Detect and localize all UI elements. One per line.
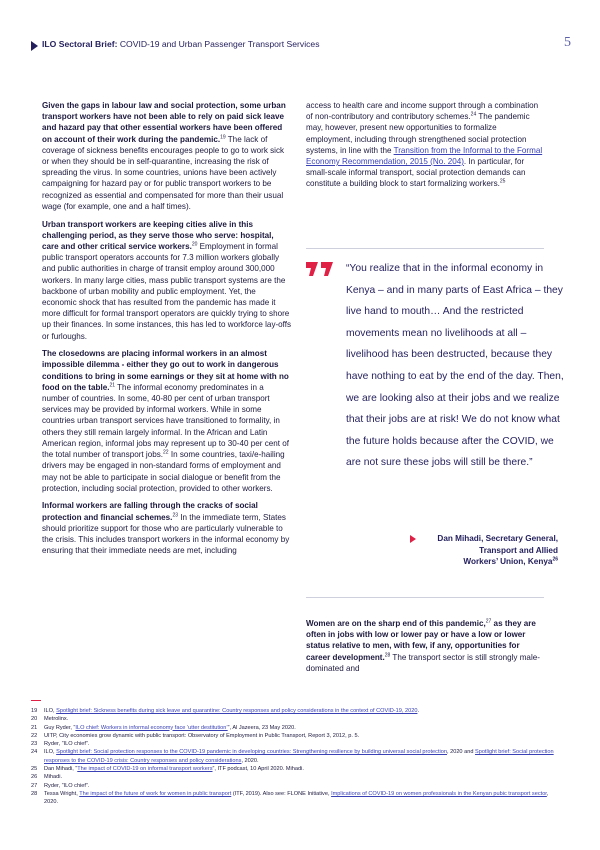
footnote-link[interactable]: Spotlight brief: Sickness benefits during sick leave and quarantine: Country responses and policy considerations in the context of COVID-19, 2020 [56, 708, 418, 714]
footnote-item [31, 765, 561, 773]
footnote-item [31, 748, 561, 765]
left-column [42, 100, 292, 563]
attribution-line-last [405, 556, 558, 568]
footnote-ref: 28 [384, 651, 391, 658]
footnote-text: Tessa Wright, [44, 790, 80, 797]
footnote-separator [31, 700, 41, 701]
paragraph-women [306, 618, 544, 674]
footnote-item [31, 732, 561, 740]
paragraph-body: Employment in formal public transport operators accounts for 7.3 million workers globally and public authorities in charge of transit employ around 300,000 workers. In many large cities, mass public transport systems are the backbone of urban mobility and public employment. Yet, the economic shock that has resulted from the pandemic has made it more difficult for formal transport operators are quickly trying to shore up their finances. In some instances, this has led to workforce lay-offs or furloughs. [42, 241, 292, 341]
paragraph-body: . In particular, for small-scale informal transport, social protection demands can constitute a building block to start formalizing workers. [306, 157, 526, 189]
footnote-link[interactable]: Spotlight brief: Social protection responses to the COVID-19 pandemic in developing countries: Strengthening resilience by building universal social protection [56, 749, 447, 756]
triangle-marker-icon [31, 41, 38, 51]
right-column-lower [306, 618, 544, 681]
pull-quote: “You realize that in the informal economy in Kenya – and in many parts of East Africa – they live hand to mouth… And the restricted movements mean no livelihoods at all – livelihood has been destructed, because they have nothing to eat by the end of the day. Then, we are looking also at their jobs and we realize that their jobs are at risk! We do not know what the future holds because after the COVID, we are not sure these jobs will still be there.” [346, 263, 564, 469]
header-title [42, 39, 320, 49]
footnote-number: 28 [31, 790, 38, 797]
quote-attribution [405, 533, 558, 568]
footnote-number: 26 [31, 774, 38, 781]
footnote-number: 23 [31, 741, 38, 748]
footnote-item [31, 707, 561, 715]
paragraph-lead: The closedowns are placing informal workers in an almost impossible dilemma - either they go out to work in dangerous conditions to bring in some earnings or they sit at home with no food on the table. [42, 349, 289, 392]
footnote-text: Dan Mihadi, “ [44, 766, 78, 773]
footnote-number: 27 [31, 782, 38, 789]
paragraph-lead: Informal workers are falling through the cracks of social protection and financial schemes. [42, 501, 258, 522]
paragraph-informal-cracks [42, 500, 292, 556]
footnote-item [31, 782, 561, 790]
footnote-text: Ryder, “ILO chief”. [44, 782, 90, 789]
page-number: 5 [564, 35, 571, 50]
paragraph-body: The lack of coverage of sickness benefits encourages people to go to work sick or when they should be in self-quarantine, increasing the risk of spreading the virus. In some countries, unions have been actively campaigning for hazard pay or for public transport workers to be recognized as essential and compensated for more than their usual wage (for example, one and a half times). [42, 134, 285, 211]
footnote-text: , 2020. [44, 790, 549, 806]
footnote-number: 22 [31, 732, 38, 739]
footnote-text: (ITF, 2019). Also see: FLONE Initiative, [231, 790, 332, 797]
footnote-item [31, 773, 561, 781]
paragraph-lead: as they are often in jobs with low or lower pay or have a low or lower status relative to men, with few, if any, opportunities for career development. [306, 619, 536, 662]
footnote-number: 24 [31, 749, 38, 756]
right-column [306, 100, 544, 196]
footnote-link[interactable]: The impact of the future of work for women in public transport [79, 790, 232, 797]
footnote-text: ”, ITF podcast, 10 April 2020. Mihadi. [212, 766, 304, 773]
footnote-ref: 20 [191, 241, 198, 248]
footnote-text: UITP, City economies grow dynamic with public transport: Observatory of Employment in Public Transport, Report 3, 2012, p. 5. [44, 732, 360, 739]
footnote-ref: 19 [220, 133, 226, 140]
footnote-item [31, 790, 561, 807]
footnote-number: 25 [31, 766, 38, 773]
paragraph-lead: Given the gaps in labour law and social protection, some urban transport workers have not been able to rely on paid sick leave and hazard pay that other essential workers have been offered on account of their work during the pandemic. [42, 101, 286, 144]
footnote-link[interactable]: Spotlight brief: Social protection responses to the COVID-19 crisis: Country responses and policy considerations [44, 749, 554, 764]
footnote-ref: 25 [499, 178, 506, 185]
footnote-text: Ryder, “ILO chief”. [44, 741, 90, 748]
paragraph-body: The pandemic may, however, present new opportunities to formalize employment, including through strengthened social protection systems, in line with the [306, 112, 530, 155]
attribution-line: Dan Mihadi, Secretary General, [437, 534, 558, 543]
footnote-text: ILO, [44, 708, 57, 714]
attribution-line: Transport and Allied [479, 545, 558, 555]
paragraph-body: The informal economy predominates in a number of countries. In some, 40-80 per cent of urban transport services may be provided by informal workers. While in some countries urban transport services have transitioned to formality, in others they still remain largely informal. In the African and Latin American region, informal jobs may represent up to 30-40 per cent of the total number of transport jobs. [42, 382, 289, 460]
footnote-item [31, 724, 561, 732]
paragraph-lead: Women are on the sharp end of this pandemic, [306, 619, 486, 628]
page-header [31, 35, 571, 54]
footnote-link[interactable]: Implications of COVID-19 on women professionals in the Kenyan pubic transport sector [331, 790, 547, 797]
footnote-item [31, 715, 561, 723]
footnote-ref: 24 [470, 111, 477, 118]
paragraph-sick-leave [42, 100, 292, 212]
footnote-item [31, 740, 561, 748]
paragraph-body: access to health care and income support through a combination of non-contributory and contributory schemes. [306, 101, 539, 122]
footnote-ref: 26 [552, 556, 558, 563]
footnote-ref: 23 [172, 511, 178, 518]
footnote-text: . [417, 708, 420, 714]
brief-label: ILO Sectoral Brief: [42, 39, 118, 49]
paragraph-body: In some countries, taxi/e-hailing drivers may be engaged in non-standard forms of employment and may not be able to participate in social dialogue or benefit from the protection, including social protection, provided to other workers. [42, 450, 285, 493]
footnote-text: Guy Ryder, “ [44, 724, 76, 731]
footnote-link[interactable]: The impact of COVID-19 on informal transport workers [77, 766, 213, 773]
footnote-link[interactable]: ILO chief: Workers in informal economy face ‘utter destitution’ [75, 724, 228, 731]
paragraph-closedowns [42, 348, 292, 494]
quote-divider-bottom [306, 597, 544, 598]
attribution-text: Workers’ Union, Kenya [463, 557, 553, 566]
footnote-text: ”, Al Jazeera, 23 May 2020. [227, 724, 296, 731]
footnote-number: 19 [31, 708, 38, 714]
paragraph-lead: Urban transport workers are keeping cities alive in this challenging period, as they serve those who serve: hospital, care and other critical service workers. [42, 219, 274, 251]
footnotes [31, 707, 561, 807]
footnote-number: 20 [31, 716, 38, 723]
brief-title: COVID-19 and Urban Passenger Transport Services [119, 39, 320, 49]
quote-divider-top [306, 248, 544, 249]
paragraph-body: In the immediate term, States should prioritize support for those who are particularly vulnerable to the crisis. This includes transport workers in the informal economy by ensuring that their immediate needs are met, including [42, 512, 290, 556]
footnote-ref: 21 [109, 382, 116, 389]
footnote-text: Metrolinx. [44, 716, 69, 723]
footnote-text: , 2020. [241, 757, 259, 764]
paragraph-health-care [306, 100, 544, 190]
footnote-ref: 22 [163, 449, 169, 456]
quote-mark-icon [306, 262, 334, 276]
footnote-text: ILO, [44, 749, 57, 756]
paragraph-body: The transport sector is still strongly male-dominated and [306, 652, 540, 673]
recommendation-204-link[interactable]: Transition from the Informal to the Formal Economy Recommendation, 2015 (No. 204) [306, 145, 543, 167]
footnote-ref: 27 [485, 618, 492, 625]
footnote-text: , 2020 and [446, 749, 475, 756]
footnote-number: 21 [31, 724, 38, 731]
attribution-triangle-icon [410, 535, 416, 543]
footnote-text: Mihadi. [44, 774, 63, 781]
paragraph-urban-workers [42, 219, 292, 342]
